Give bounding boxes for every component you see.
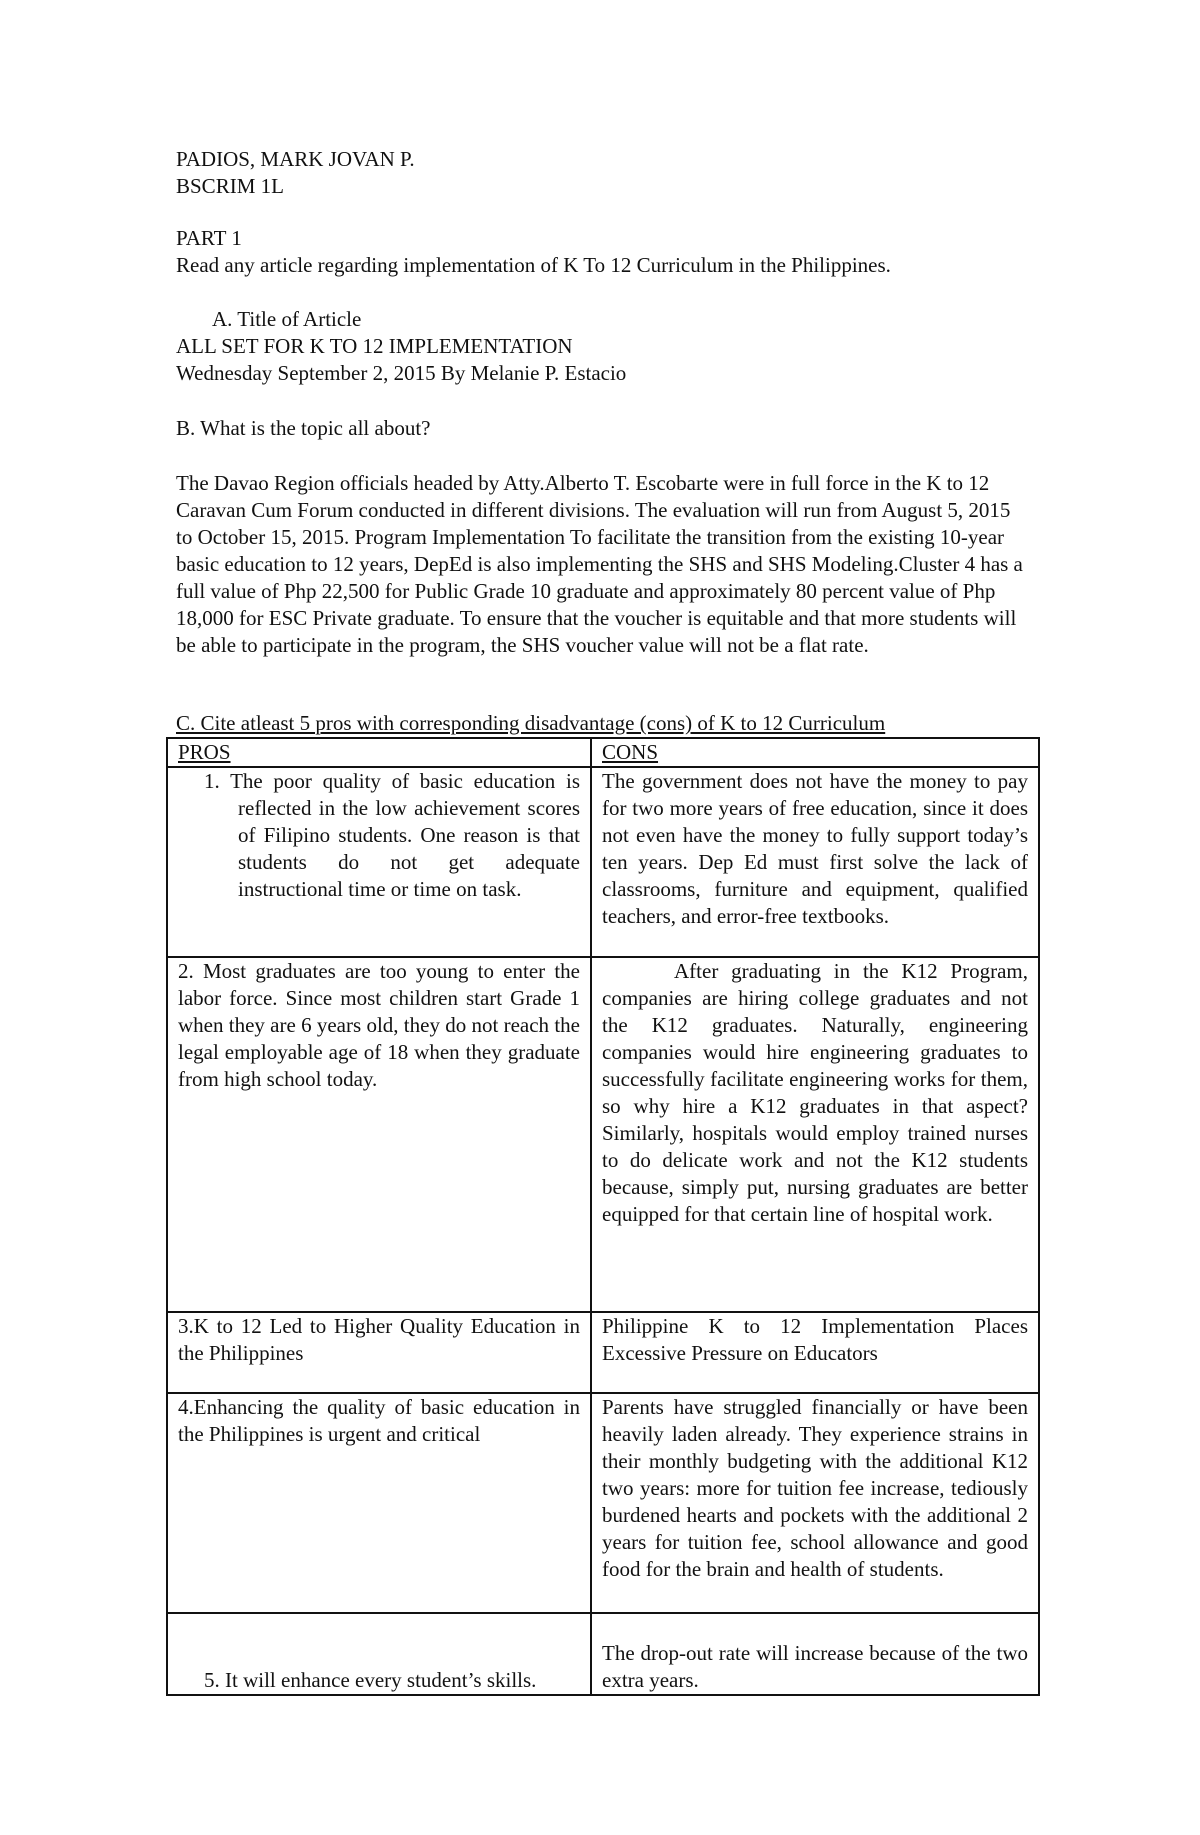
- table-row: [167, 957, 1039, 1312]
- pro-cell: 3.K to 12 Led to Higher Quality Education in the Philippines: [167, 1312, 591, 1393]
- article-title: ALL SET FOR K TO 12 IMPLEMENTATION: [176, 334, 573, 358]
- student-name: PADIOS, MARK JOVAN P.: [176, 147, 415, 171]
- table-row: [167, 1613, 1039, 1695]
- section-b-question: B. What is the topic all about?: [176, 416, 431, 440]
- part-title: PART 1: [176, 226, 242, 250]
- part-instruction: Read any article regarding implementation of K To 12 Curriculum in the Philippines.: [176, 253, 891, 277]
- article-byline: Wednesday September 2, 2015 By Melanie P. Estacio: [176, 361, 627, 385]
- section-b-answer: The Davao Region officials headed by Atty.Alberto T. Escobarte were in full force in the K to 12 Caravan Cum Forum conducted in different divisions. The evaluation will run from August 5, 2015 to October 15, 2015. Program Implementation To facilitate the transition from the existing 10-year basic education to 12 years, DepEd is also implementing the SHS and SHS Modeling.Cluster 4 has a full value of Php 22,500 for Public Grade 10 graduate and approximately 80 percent value of Php 18,000 for ESC Private graduate. To ensure that the voucher is equitable and that more students will be able to participate in the program, the SHS voucher value will not be a flat rate.: [176, 471, 1023, 657]
- pro-cell: 2. Most graduates are too young to enter the labor force. Since most children start Grade 1 when they are 6 years old, they do not reach the legal employable age of 18 when they graduate from high school today.: [167, 957, 591, 1312]
- section-a-label: A. Title of Article: [212, 307, 362, 331]
- pro-cell: 1. The poor quality of basic education is reflected in the low achievement scores of Filipino students. One reason is that students do not get adequate instructional time or time on task.: [167, 767, 591, 957]
- table-header-row: [167, 738, 1039, 767]
- con-cell: Philippine K to 12 Implementation Places Excessive Pressure on Educators: [591, 1312, 1039, 1393]
- con-cell: After graduating in the K12 Program, companies are hiring college graduates and not the K12 graduates. Naturally, engineering companies would hire engineering graduates to successfully facilitate engineering works for them, so why hire a K12 graduates in that aspect? Similarly, hospitals would employ trained nurses to do delicate work and not the K12 students because, simply put, nursing graduates are better equipped for that certain line of hospital work.: [591, 957, 1039, 1312]
- student-course: BSCRIM 1L: [176, 174, 284, 198]
- con-cell: The drop-out rate will increase because of the two extra years.: [591, 1613, 1039, 1695]
- cons-header: CONS: [591, 738, 1039, 767]
- con-cell: Parents have struggled financially or have been heavily laden already. They experience strains in their monthly budgeting with the additional K12 two years: more for tuition fee increase, tediously burdened hearts and pockets with the additional 2 years for tuition fee, school allowance and good food for the brain and health of students.: [591, 1393, 1039, 1613]
- pro-cell: 5. It will enhance every student’s skills.: [167, 1613, 591, 1695]
- table-row: [167, 1312, 1039, 1393]
- table-row: [167, 1393, 1039, 1613]
- pros-header: PROS: [167, 738, 591, 767]
- table-row: [167, 767, 1039, 957]
- section-c-question: C. Cite atleast 5 pros with corresponding disadvantage (cons) of K to 12 Curriculum: [176, 711, 886, 735]
- pro-cell: 4.Enhancing the quality of basic education in the Philippines is urgent and critical: [167, 1393, 591, 1613]
- con-cell: The government does not have the money to pay for two more years of free education, since it does not even have the money to fully support today’s ten years. Dep Ed must first solve the lack of classrooms, furniture and equipment, qualified teachers, and error-free textbooks.: [591, 767, 1039, 957]
- pros-cons-table: [166, 737, 1040, 1696]
